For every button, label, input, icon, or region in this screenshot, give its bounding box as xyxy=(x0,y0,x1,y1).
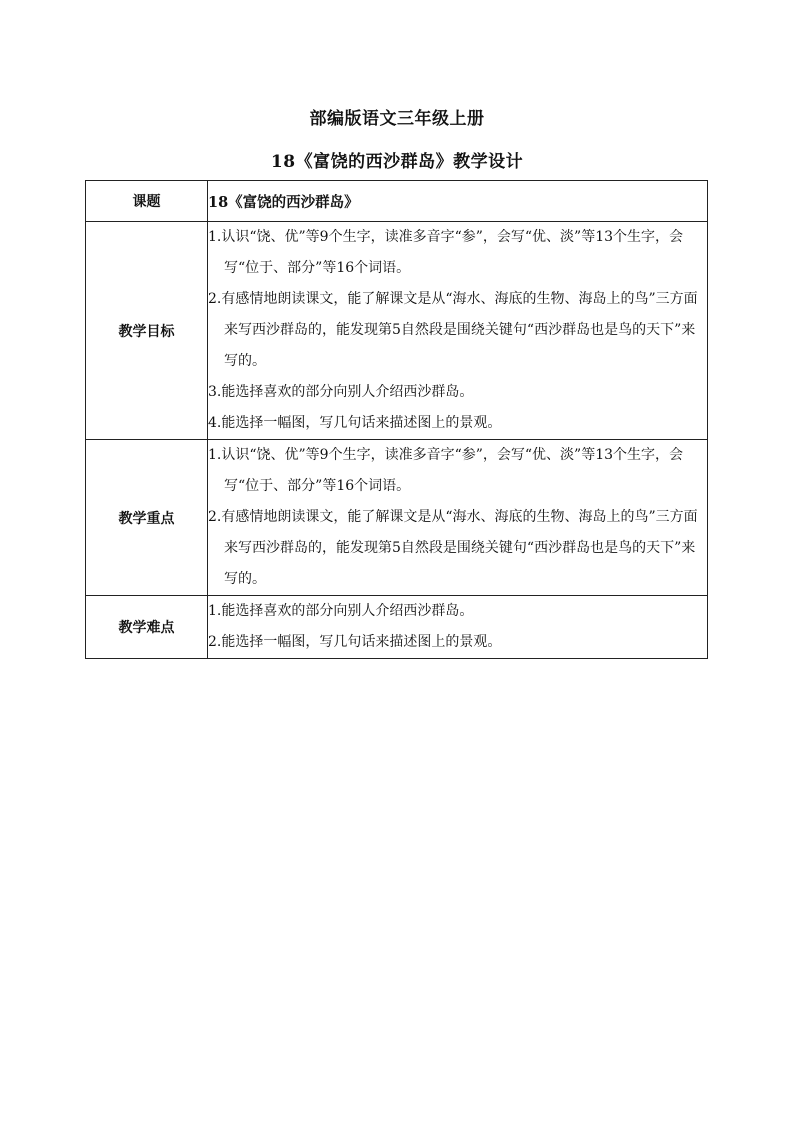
key-points-item: 1.认识“饶、优”等9个生字，读准多音字“参”，会写“优、淡”等13个生字，会写“位于、部分”等16个词语。 xyxy=(208,447,684,494)
key-points-row xyxy=(86,440,708,596)
goals-label: 教学目标 xyxy=(86,222,208,440)
goals-cell xyxy=(208,222,708,440)
key-points-list xyxy=(208,440,707,595)
goals-item: 1.认识“饶、优”等9个生字，读准多音字“参”，会写“优、淡”等13个生字，会写“位于、部分”等16个词语。 xyxy=(208,229,684,276)
topic-value: 18《富饶的西沙群岛》 xyxy=(208,193,359,211)
document-title: 部编版语文三年级上册 xyxy=(309,109,485,129)
goals-item: 4.能选择一幅图，写几句话来描述图上的景观。 xyxy=(208,415,502,431)
difficulties-label: 教学难点 xyxy=(86,596,208,659)
difficulties-item: 1.能选择喜欢的部分向别人介绍西沙群岛。 xyxy=(208,603,474,619)
key-points-cell xyxy=(208,440,708,596)
goals-list xyxy=(208,222,707,439)
goals-item: 3.能选择喜欢的部分向别人介绍西沙群岛。 xyxy=(208,384,474,400)
difficulties-row xyxy=(86,596,708,659)
goals-item: 2.有感情地朗读课文，能了解课文是从“海水、海底的生物、海岛上的鸟”三方面来写西沙群岛的，能发现第5自然段是围绕关键句“西沙群岛也是鸟的天下”来写的。 xyxy=(208,291,698,369)
difficulties-item: 2.能选择一幅图，写几句话来描述图上的景观。 xyxy=(208,634,502,650)
difficulties-cell xyxy=(208,596,708,659)
goals-row xyxy=(86,222,708,440)
key-points-label: 教学重点 xyxy=(86,440,208,596)
topic-label: 课题 xyxy=(86,181,208,222)
topic-cell xyxy=(208,181,708,222)
key-points-item: 2.有感情地朗读课文，能了解课文是从“海水、海底的生物、海岛上的鸟”三方面来写西沙群岛的，能发现第5自然段是围绕关键句“西沙群岛也是鸟的天下”来写的。 xyxy=(208,509,698,587)
difficulties-list xyxy=(208,596,707,658)
lesson-plan-table xyxy=(85,180,708,659)
document-subtitle: 18《富饶的西沙群岛》教学设计 xyxy=(270,152,524,172)
topic-row xyxy=(86,181,708,222)
